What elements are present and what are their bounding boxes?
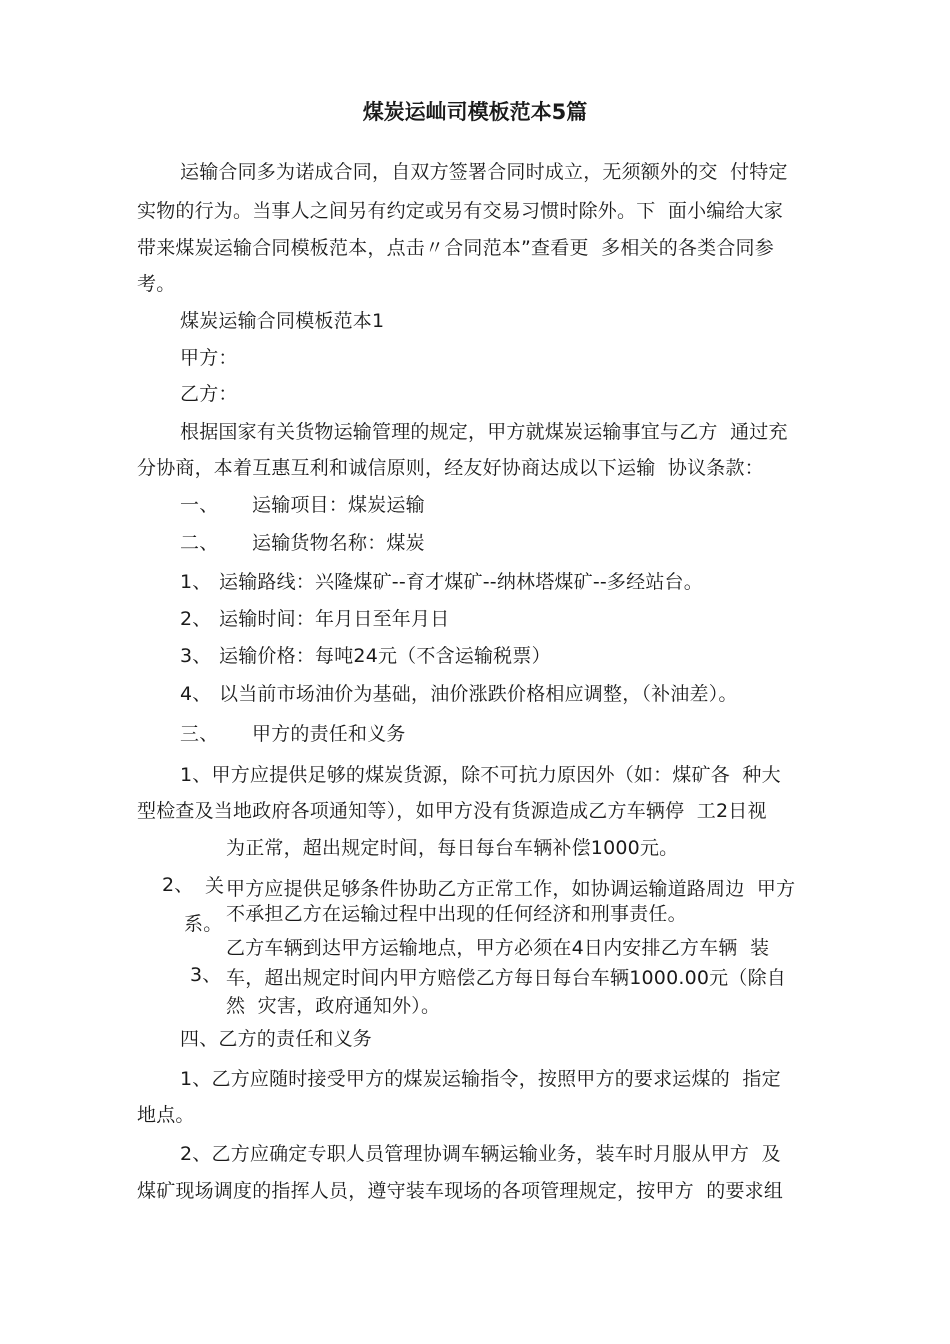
a-duty-2-line: 不承担乙方在运输过程中出现的任何经济和刑事责任。: [226, 903, 687, 925]
clause-heading: 四、乙方的责任和义务: [180, 1028, 373, 1050]
section-heading: 煤炭运输合同模板范本1: [180, 310, 385, 332]
a-duty-3-line: 车，超出规定时间内甲方赔偿乙方每日每台车辆1000.00元（除自: [226, 967, 786, 989]
b-duty-line: 地点。: [137, 1104, 195, 1126]
clause-text: 运输项目：煤炭运输: [252, 494, 425, 516]
intro-line: 带来煤炭运输合同模板范本，点击〃合同范本”查看更 多相关的各类合同参: [137, 237, 774, 259]
a-duty-3-line: 然 灾害，政府通知外）。: [226, 995, 441, 1017]
clause-number: 三、: [180, 723, 219, 745]
b-duty-line: 1、乙方应随时接受甲方的煤炭运输指令，按照甲方的要求运煤的 指定: [180, 1068, 781, 1090]
item-number: 2、: [180, 608, 212, 630]
a-duty-2-side: 系。: [184, 913, 223, 935]
item-text: 运输路线：兴隆煤矿--育才煤矿--纳林塔煤矿--多经站台。: [219, 571, 703, 593]
item-number: 1、: [180, 571, 212, 593]
a-duty-3-line: 乙方车辆到达甲方运输地点，甲方必须在4日内安排乙方车辆 装: [226, 937, 770, 959]
item-number: 4、: [180, 683, 212, 705]
a-duty-line: 为正常，超出规定时间，每日每台车辆补偿1000元。: [226, 837, 679, 859]
a-duty-line: 型检查及当地政府各项通知等），如甲方没有货源造成乙方车辆停 工2日视: [137, 800, 767, 822]
clause-text: 甲方的责任和义务: [252, 723, 406, 745]
a-duty-line: 1、甲方应提供足够的煤炭货源，除不可抗力原因外（如：煤矿各 种大: [180, 764, 781, 786]
preamble-line: 分协商，本着互惠互利和诚信原则，经友好协商达成以下运输 协议条款：: [137, 457, 764, 479]
a-duty-2-line: 甲方应提供足够条件协助乙方正常工作，如协调运输道路周边 甲方: [226, 878, 796, 900]
clause-number: 二、: [180, 532, 219, 554]
b-duty-line: 2、乙方应确定专职人员管理协调车辆运输业务，装车时月服从甲方 及: [180, 1143, 781, 1165]
a-duty-3-number: 3、: [190, 964, 222, 986]
party-b-label: 乙方：: [180, 383, 238, 405]
a-duty-2-side: 关: [205, 875, 225, 897]
document-title: 煤炭运屾司模板范本5篇: [362, 100, 588, 124]
b-duty-line: 煤矿现场调度的指挥人员，遵守装车现场的各项管理规定，按甲方 的要求组: [137, 1180, 784, 1202]
clause-text: 运输货物名称：煤炭: [252, 532, 425, 554]
party-a-label: 甲方：: [180, 347, 238, 369]
intro-line: 运输合同多为诺成合同，自双方签署合同时成立，无须额外的交 付特定: [180, 161, 788, 183]
item-text: 以当前市场油价为基础，油价涨跌价格相应调整，（补油差）。: [219, 683, 738, 705]
item-text: 运输时间：年月日至年月日: [219, 608, 450, 630]
intro-line: 考。: [137, 273, 176, 295]
a-duty-2-number: 2、: [162, 874, 194, 896]
item-text: 运输价格：每吨24元（不含运输税票）: [219, 645, 551, 667]
item-number: 3、: [180, 645, 212, 667]
preamble-line: 根据国家有关货物运输管理的规定，甲方就煤炭运输事宜与乙方 通过充: [180, 421, 788, 443]
clause-number: 一、: [180, 494, 219, 516]
intro-line: 实物的行为。当事人之间另有约定或另有交易习惯时除外。下 面小编给大家: [137, 200, 784, 222]
